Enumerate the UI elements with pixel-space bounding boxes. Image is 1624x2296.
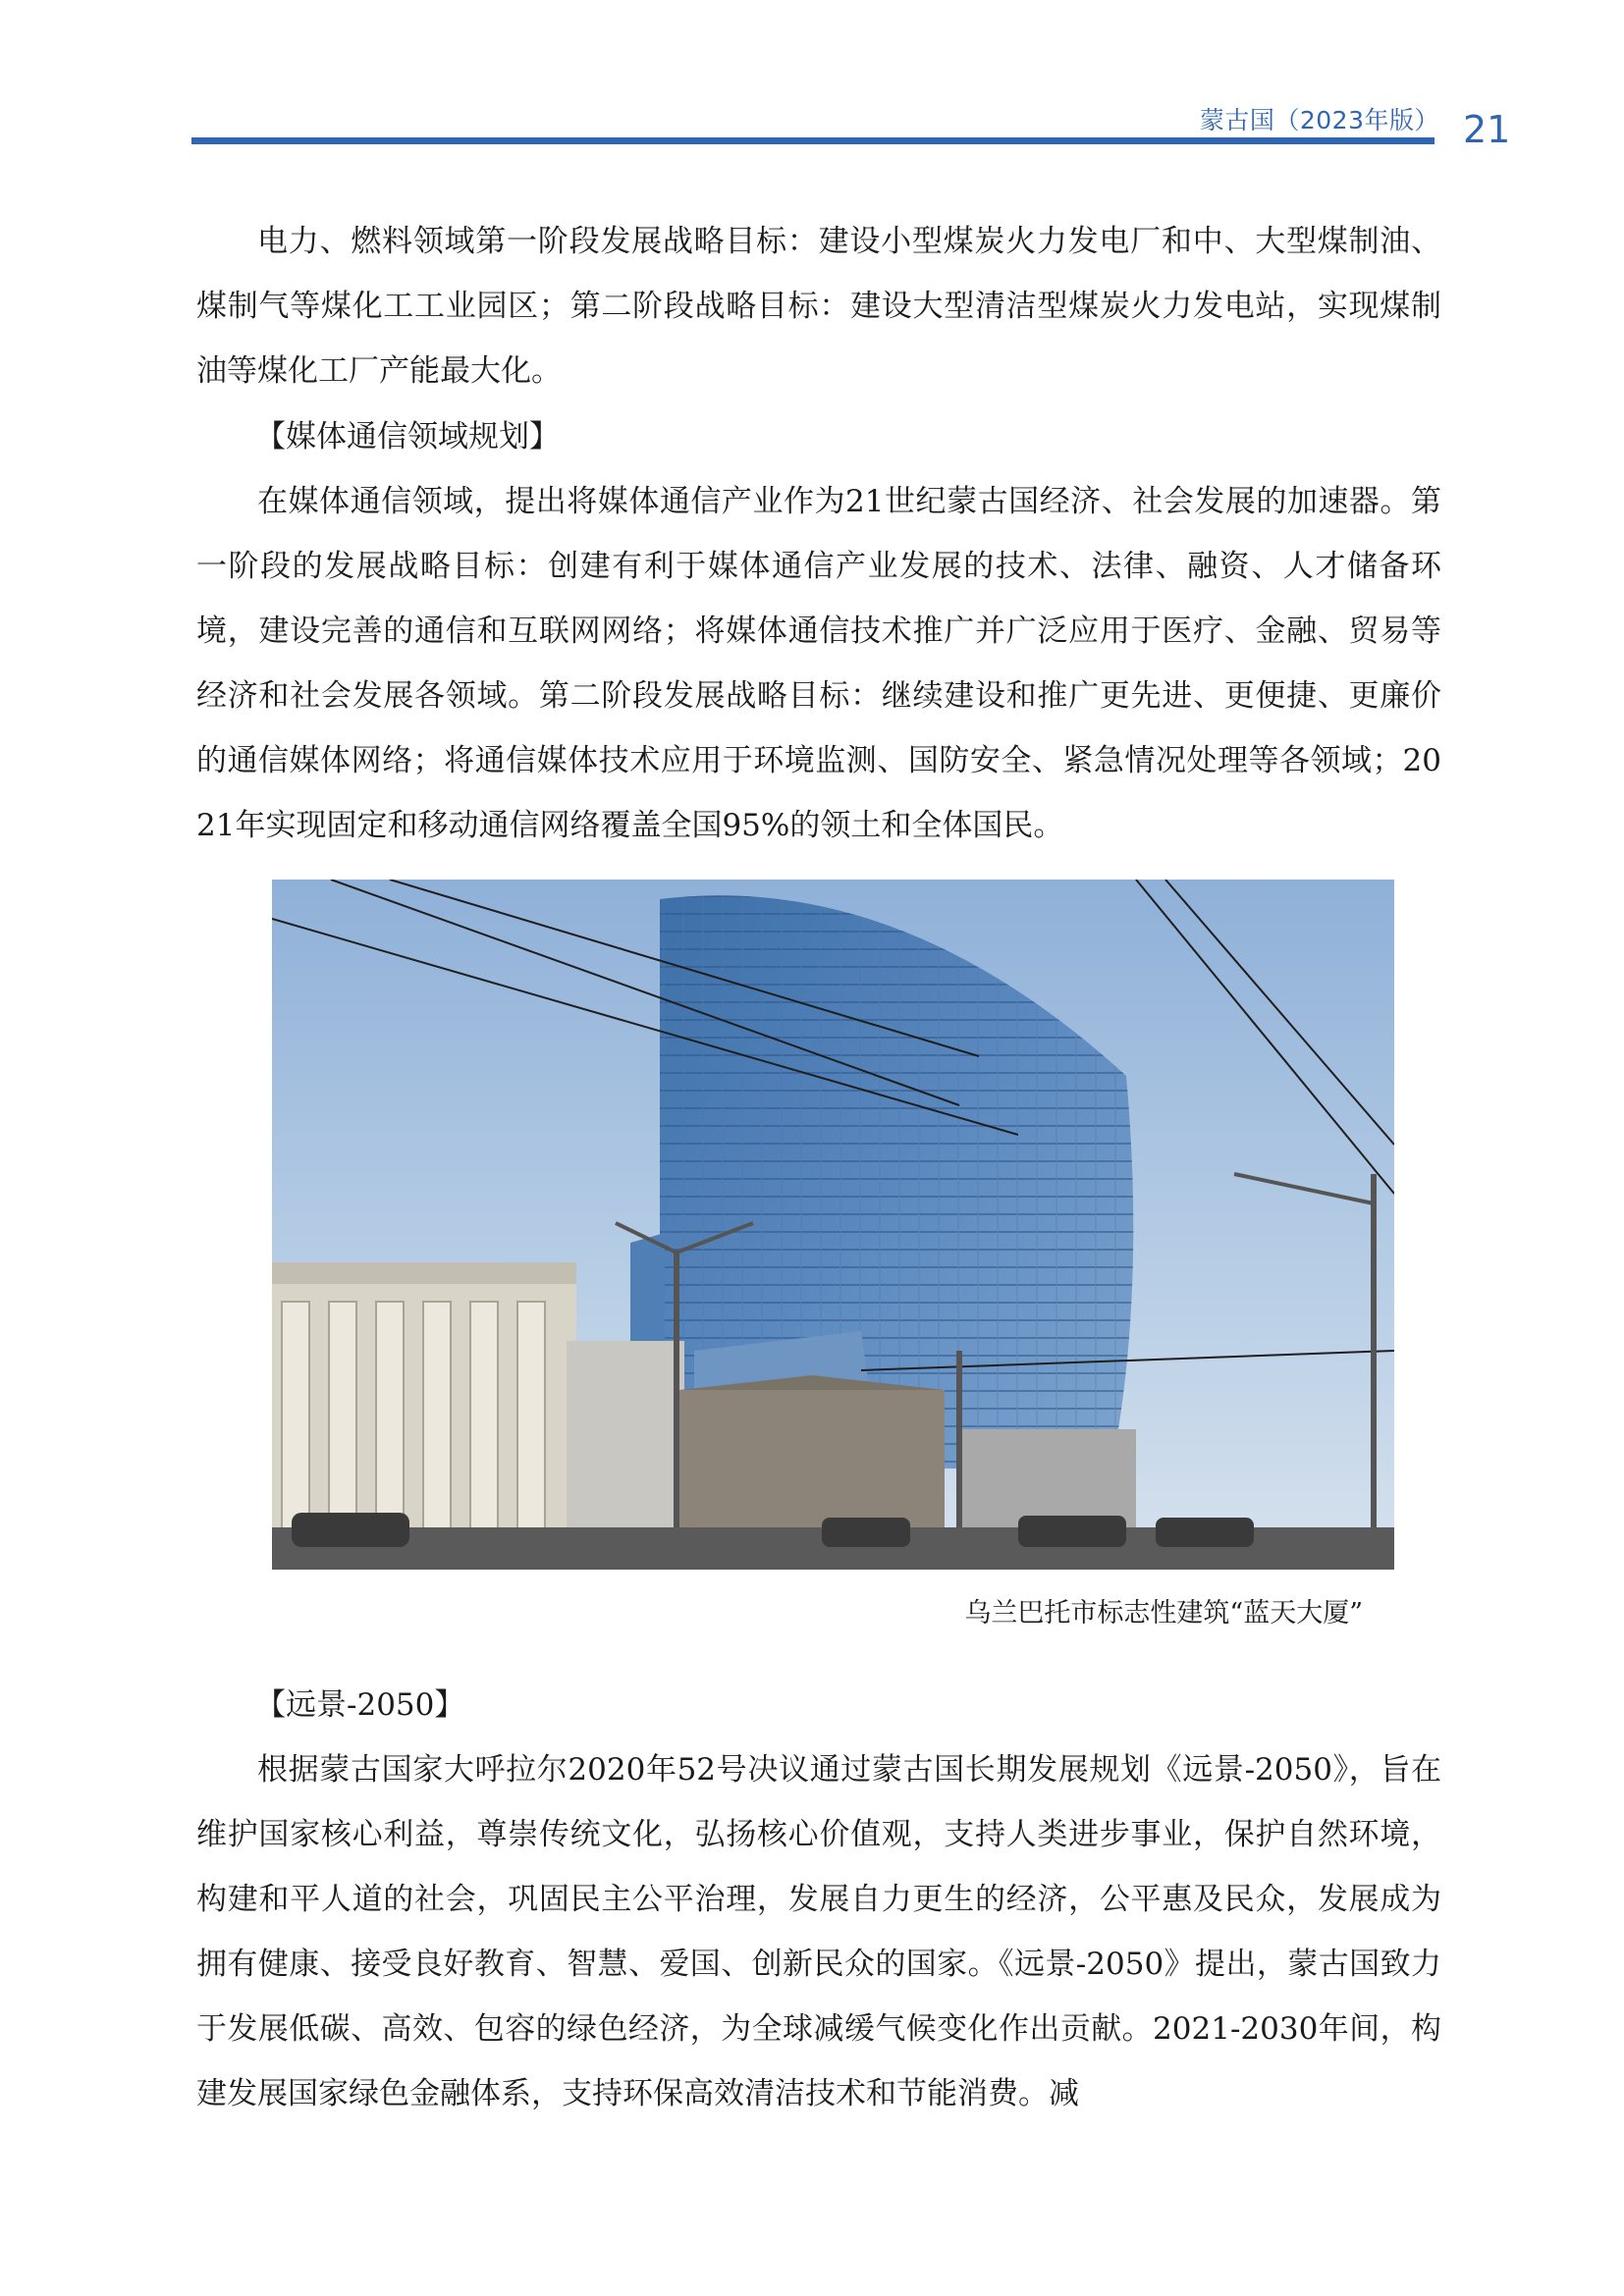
header-divider [191, 137, 1435, 144]
vision-paragraph-block [196, 1737, 1441, 2126]
old-building [679, 1390, 945, 1537]
media-paragraph: 在媒体通信领域，提出将媒体通信产业作为21世纪蒙古国经济、社会发展的加速器。第一阶段的发展战略目标：创建有利于媒体通信产业发展的技术、法律、融资、人才储备环境，建设完善的通信和互联网网络；将媒体通信技术推广并广泛应用于医疗、金融、贸易等经济和社会发展各领域。第二阶段发展战略目标：继续建设和推广更先进、更便捷、更廉价的通信媒体网络；将通信媒体技术应用于环境监测、国防安全、紧急情况处理等各领域；2021年实现固定和移动通信网络覆盖全国95%的领土和全体国民。 [196, 484, 1441, 843]
media-section-heading: 【媒体通信领域规划】 [255, 419, 560, 454]
blue-sky-tower-photo [272, 880, 1394, 1570]
page-number: 21 [1463, 108, 1511, 151]
energy-paragraph: 电力、燃料领域第一阶段发展战略目标：建设小型煤炭火力发电厂和中、大型煤制油、煤制气等煤化工工业园区；第二阶段战略目标：建设大型清洁型煤炭火力发电站，实现煤制油等煤化工厂产能最大化。 [196, 224, 1441, 389]
media-paragraph-block [196, 469, 1441, 858]
running-header-title: 蒙古国（2023年版） [1199, 106, 1439, 134]
photo-illustration [272, 880, 1394, 1570]
photo-caption: 乌兰巴托市标志性建筑“蓝天大厦” [964, 1598, 1363, 1629]
energy-paragraph-block [196, 209, 1441, 403]
vision-paragraph: 根据蒙古国家大呼拉尔2020年52号决议通过蒙古国长期发展规划《远景-2050》，旨在维护国家核心利益，尊崇传统文化，弘扬核心价值观，支持人类进步事业，保护自然环境，构建和平人道的社会，巩固民主公平治理，发展自力更生的经济，公平惠及民众，发展成为拥有健康、接受良好教育、智慧、爱国、创新民众的国家。《远景-2050》提出，蒙古国致力于发展低碳、高效、包容的绿色经济，为全球减缓气候变化作出贡献。2021-2030年间，构建发展国家绿色金融体系，支持环保高效清洁技术和节能消费。减 [196, 1752, 1441, 2111]
vision-section-heading: 【远景-2050】 [255, 1687, 465, 1723]
